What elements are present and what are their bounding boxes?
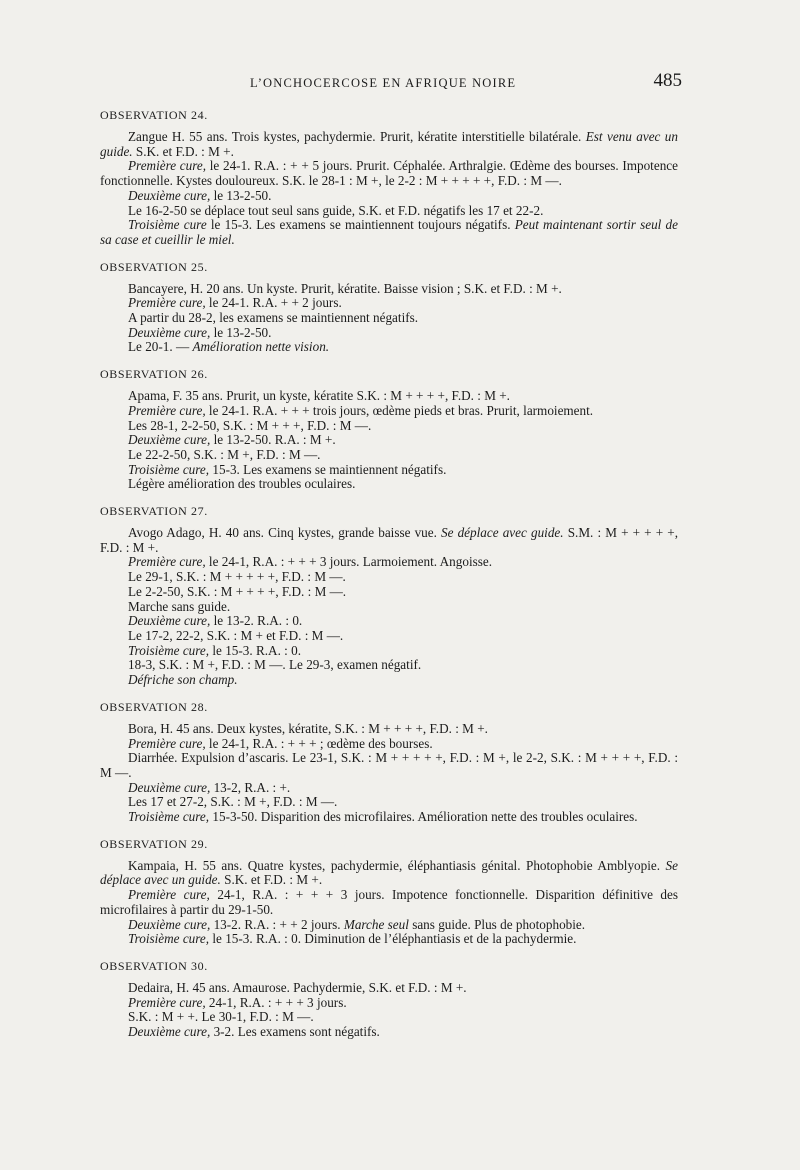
body-text: Bancayere, H. 20 ans. Un kyste. Prurit, kératite. Baisse vision ; S.K. et F.D. : M +. <box>128 280 562 296</box>
italic-text: Première cure, <box>128 994 206 1010</box>
italic-text: Défriche son champ. <box>128 672 238 688</box>
observation-section <box>100 260 678 356</box>
italic-text: Première cure, <box>128 735 206 751</box>
italic-text: Se déplace avec guide. <box>441 525 564 541</box>
italic-text: Deuxième cure, <box>128 779 211 795</box>
body-text: 3-2. Les examens sont négatifs. <box>210 1024 380 1040</box>
observation-paragraph <box>100 644 678 659</box>
italic-text: Troisième cure <box>128 217 207 233</box>
body-text: Le 17-2, 22-2, S.K. : M + et F.D. : M —. <box>128 627 344 643</box>
observation-heading: OBSERVATION 24. <box>100 108 208 122</box>
body-text: Légère amélioration des troubles oculaires. <box>128 476 356 492</box>
observation-paragraph <box>100 888 678 917</box>
observation-paragraph <box>100 555 678 570</box>
observation-paragraph <box>100 130 678 159</box>
observation-paragraph <box>100 477 678 492</box>
body-text: le 24-1, R.A. : + + + 3 jours. Larmoiement. Angoisse. <box>205 554 493 570</box>
observation-paragraph <box>100 722 678 737</box>
observation-section <box>100 700 678 825</box>
body-text: le 24-1. R.A. : + + 5 jours. Prurit. Céphalée. Arthralgie. Œdème des bourses. Impotence fonctionnelle. Kystes douloureux. S.K. le 28-1 : M +, le 2-2 : M + + + + +, F.D. : M —. <box>100 158 679 189</box>
observation-heading: OBSERVATION 28. <box>100 699 208 714</box>
italic-text: Amélioration nette vision. <box>192 339 330 355</box>
document-body <box>100 108 678 1052</box>
page-header <box>100 70 680 94</box>
italic-text: Première cure, <box>128 554 206 570</box>
observation-heading: OBSERVATION 25. <box>100 259 208 274</box>
body-text: le 15-3. Les examens se maintiennent toujours négatifs. <box>206 217 515 233</box>
observation-paragraph <box>100 981 678 996</box>
body-text: Les 28-1, 2-2-50, S.K. : M + + +, F.D. : M —. <box>128 417 372 433</box>
observation-paragraph <box>100 859 678 888</box>
observation-paragraph <box>100 751 678 780</box>
body-text: Apama, F. 35 ans. Prurit, un kyste, kératite S.K. : M + + + +, F.D. : M +. <box>128 388 510 404</box>
italic-text: Première cure, <box>128 295 206 311</box>
observation-paragraph <box>100 781 678 796</box>
observation-paragraph <box>100 218 678 247</box>
body-text: Le 22-2-50, S.K. : M +, F.D. : M —. <box>128 446 321 462</box>
observation-paragraph <box>100 795 678 810</box>
observation-paragraph <box>100 1025 678 1040</box>
body-text: Le 16-2-50 se déplace tout seul sans guide, S.K. et F.D. négatifs les 17 et 22-2. <box>128 202 544 218</box>
observation-section <box>100 504 678 688</box>
italic-text: Deuxième cure, <box>128 432 211 448</box>
observation-paragraph <box>100 600 678 615</box>
body-text: 13-2, R.A. : +. <box>210 779 291 795</box>
observation-paragraph <box>100 629 678 644</box>
body-text: Bora, H. 45 ans. Deux kystes, kératite, S.K. : M + + + +, F.D. : M +. <box>128 720 488 736</box>
italic-text: Deuxième cure, <box>128 916 211 932</box>
body-text: Avogo Adago, H. 40 ans. Cinq kystes, grande baisse vue. <box>128 525 442 541</box>
observation-paragraph <box>100 404 678 419</box>
italic-text: Deuxième cure, <box>128 1024 211 1040</box>
italic-text: Est venu avec un guide. <box>100 129 678 159</box>
body-text: 24-1, R.A. : + + + 3 jours. <box>205 994 347 1010</box>
observation-paragraph <box>100 326 678 341</box>
running-title: L’ONCHOCERCOSE EN AFRIQUE NOIRE <box>250 76 517 90</box>
observation-paragraph <box>100 433 678 448</box>
body-text: 15-3-50. Disparition des microfilaires. Amélioration nette des troubles oculaires. <box>209 809 638 825</box>
observation-paragraph <box>100 204 678 219</box>
italic-text: Troisième cure, <box>128 809 210 825</box>
italic-text: Troisième cure, <box>128 461 210 477</box>
body-text: le 15-3. R.A. : 0. <box>209 642 302 658</box>
observation-heading: OBSERVATION 29. <box>100 836 208 851</box>
observation-paragraph <box>100 614 678 629</box>
body-text: Zangue H. 55 ans. Trois kystes, pachydermie. Prurit, kératite interstitielle bilatérale. <box>128 129 586 144</box>
body-text: le 13-2-50. <box>210 187 272 203</box>
body-text: Dedaira, H. 45 ans. Amaurose. Pachydermie, S.K. et F.D. : M +. <box>128 979 467 995</box>
italic-text: Deuxième cure, <box>128 613 211 629</box>
observation-paragraph <box>100 918 678 933</box>
body-text: Kampaia, H. 55 ans. Quatre kystes, pachydermie, éléphantiasis génital. Photophobie Amblyopie. <box>128 857 666 873</box>
observation-paragraph <box>100 932 678 947</box>
observation-heading: OBSERVATION 27. <box>100 504 208 519</box>
body-text: Diarrhée. Expulsion d’ascaris. Le 23-1, S.K. : M + + + + +, F.D. : M +, le 2-2, S.K. : M + + + +, F.D. : M —. <box>100 750 678 780</box>
observation-section <box>100 959 678 1040</box>
body-text: le 13-2-50. R.A. : M +. <box>210 432 336 448</box>
observation-paragraph <box>100 570 678 585</box>
body-text: 24-1, R.A. : + + + 3 jours. Impotence fonctionnelle. Disparition définitive des microfilaires à partir du 29-1-50. <box>100 887 679 917</box>
body-text: S.K. et F.D. : M +. <box>220 872 323 888</box>
italic-text: Deuxième cure, <box>128 324 211 340</box>
observation-paragraph <box>100 1010 678 1025</box>
observation-paragraph <box>100 673 678 688</box>
body-text: 13-2. R.A. : + + 2 jours. <box>210 916 344 932</box>
observation-paragraph <box>100 189 678 204</box>
body-text: 15-3. Les examens se maintiennent négatifs. <box>209 461 447 477</box>
observation-paragraph <box>100 585 678 600</box>
italic-text: Première cure, <box>128 158 207 174</box>
observation-section <box>100 837 678 947</box>
body-text: S.K. et F.D. : M +. <box>132 143 234 159</box>
observation-section <box>100 108 678 248</box>
observation-paragraph <box>100 658 678 673</box>
observation-paragraph <box>100 282 678 297</box>
body-text: 18-3, S.K. : M +, F.D. : M —. Le 29-3, examen négatif. <box>128 657 422 673</box>
observation-paragraph <box>100 996 678 1011</box>
body-text: Le 20-1. — <box>128 339 193 355</box>
observation-paragraph <box>100 419 678 434</box>
body-text: le 13-2-50. <box>210 324 272 340</box>
observation-paragraph <box>100 810 678 825</box>
italic-text: Peut maintenant sortir seul de sa case et cueillir le miel. <box>100 217 678 247</box>
observation-paragraph <box>100 737 678 752</box>
observation-paragraph <box>100 389 678 404</box>
observation-heading: OBSERVATION 26. <box>100 367 208 382</box>
italic-text: Se déplace avec un guide. <box>100 857 678 888</box>
observation-paragraph <box>100 159 678 188</box>
italic-text: Troisième cure, <box>128 642 210 658</box>
italic-text: Troisième cure, <box>128 931 210 947</box>
observation-paragraph <box>100 311 678 326</box>
body-text: sans guide. Plus de photophobie. <box>408 916 586 932</box>
observation-heading: OBSERVATION 30. <box>100 958 208 973</box>
body-text: le 13-2. R.A. : 0. <box>210 613 303 629</box>
body-text: le 24-1. R.A. + + 2 jours. <box>205 295 342 311</box>
observation-paragraph <box>100 296 678 311</box>
page-number: 485 <box>653 70 682 91</box>
italic-text: Deuxième cure, <box>128 187 211 203</box>
body-text: A partir du 28-2, les examens se maintiennent négatifs. <box>128 310 419 326</box>
body-text: le 24-1. R.A. + + + trois jours, œdème pieds et bras. Prurit, larmoiement. <box>205 402 594 418</box>
body-text: le 15-3. R.A. : 0. Diminution de l’éléphantiasis et de la pachydermie. <box>209 931 577 947</box>
body-text: Le 2-2-50, S.K. : M + + + +, F.D. : M —. <box>128 583 347 599</box>
observation-paragraph <box>100 448 678 463</box>
body-text: S.K. : M + +. Le 30-1, F.D. : M —. <box>128 1009 314 1025</box>
observation-section <box>100 367 678 492</box>
italic-text: Marche seul <box>343 916 409 932</box>
body-text: Les 17 et 27-2, S.K. : M +, F.D. : M —. <box>128 794 338 810</box>
observation-paragraph <box>100 526 678 555</box>
italic-text: Première cure, <box>128 887 210 903</box>
observation-paragraph <box>100 463 678 478</box>
body-text: Le 29-1, S.K. : M + + + + +, F.D. : M —. <box>128 569 346 585</box>
italic-text: Première cure, <box>128 402 206 418</box>
body-text: le 24-1, R.A. : + + + ; œdème des bourses. <box>205 735 433 751</box>
body-text: Marche sans guide. <box>128 598 231 614</box>
observation-paragraph <box>100 340 678 355</box>
body-text: S.M. : M + + + + +, F.D. : M +. <box>100 525 679 555</box>
